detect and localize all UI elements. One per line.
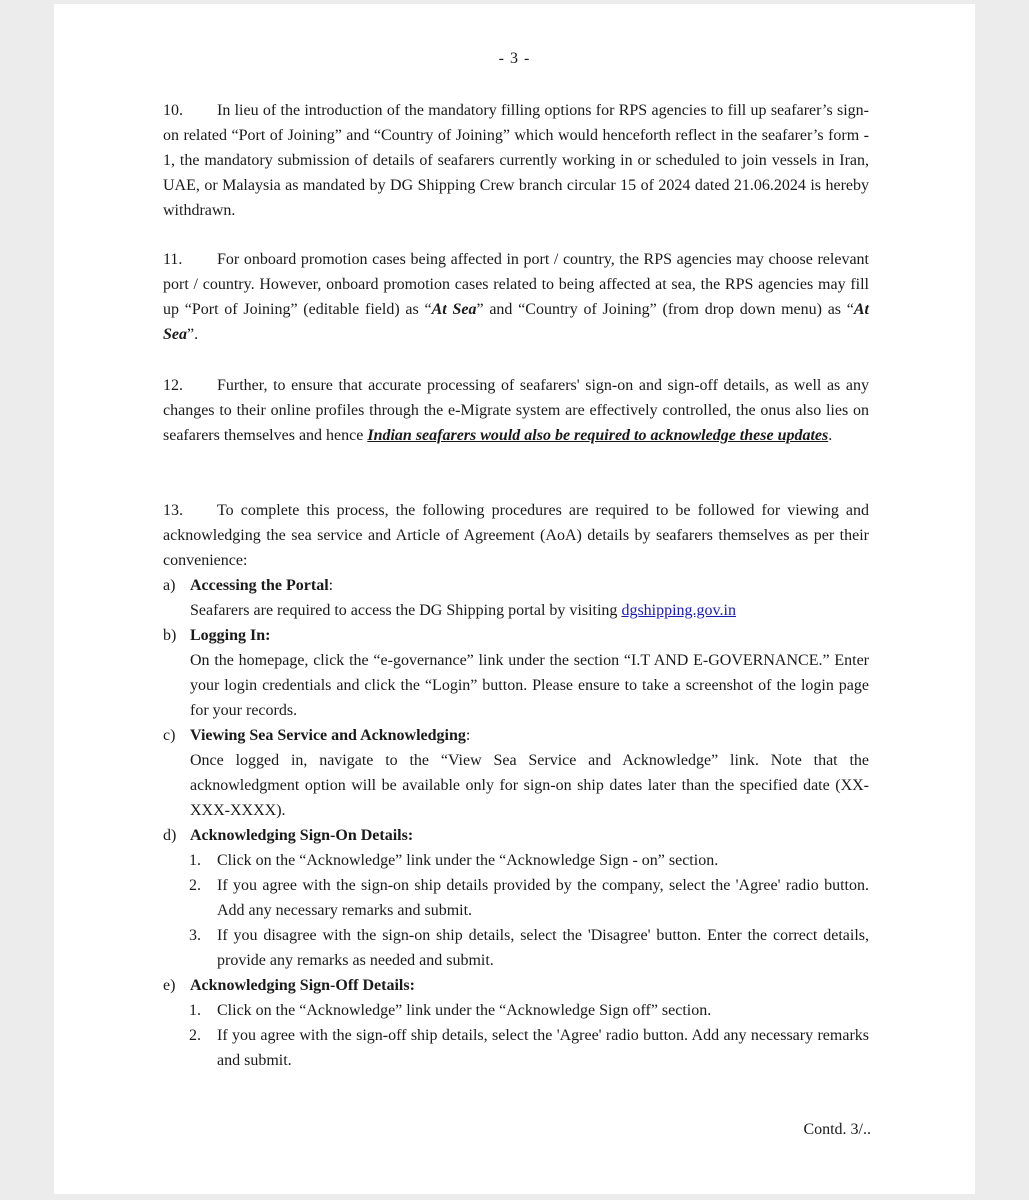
step-letter: b): [163, 627, 177, 644]
page-number: - 3 -: [498, 50, 531, 67]
paragraph-number: 10.: [163, 102, 183, 119]
paragraph-text: For onboard promotion cases being affected in port / country, the RPS agencies may choose relevant port / country. However, onboard promotion cases related to being affected at sea, the RPS agencies may fill up “Port of Joining” (editable field) as “: [163, 251, 869, 318]
step-title: Logging In:: [190, 627, 271, 644]
step-title: Acknowledging Sign-Off Details:: [190, 977, 415, 994]
step-letter: c): [163, 727, 176, 744]
document-page: [54, 4, 975, 1194]
paragraph-text: To complete this process, the following procedures are required to be followed for viewing and acknowledging the sea service and Article of Agreement (AoA) details by seafarers themselves as per their convenience:: [163, 502, 869, 569]
step-logging-in: [163, 623, 869, 723]
step-letter: a): [163, 577, 176, 594]
step-accessing-portal: a) Accessing the Portal: Seafarers are required to access the DG Shipping portal by visiting dgshipping.gov.in: [163, 573, 869, 623]
list-item: [163, 1023, 869, 1073]
continuation-note: Contd. 3/..: [803, 1121, 871, 1138]
paragraph-number: 13.: [163, 502, 183, 519]
step-title: Viewing Sea Service and Acknowledging: [190, 727, 466, 744]
step-viewing-sea-service: c) Viewing Sea Service and Acknowledging: Once logged in, navigate to the “View Sea Service and Acknowledge” link. Note that the acknowledgment option will be available only for sign-on ship dates later than the specified date (XX-XXX-XXXX).: [163, 723, 869, 823]
paragraph-number: 12.: [163, 377, 183, 394]
step-body: Seafarers are required to access the DG Shipping portal by visiting: [190, 602, 622, 619]
list-item-number: 2.: [189, 877, 201, 894]
paragraph-number: 11.: [163, 251, 183, 268]
paragraph-text: Further, to ensure that accurate processing of seafarers' sign-on and sign-off details, as well as any changes to their online profiles through the e-Migrate system are effectively controlled, the onus also lies on seafarers themselves and hence: [163, 377, 869, 444]
list-item-text: Click on the “Acknowledge” link under the “Acknowledge Sign - on” section.: [217, 852, 719, 869]
list-item-number: 2.: [189, 1027, 201, 1044]
list-item-number: 1.: [189, 1002, 201, 1019]
step-title: Acknowledging Sign-On Details:: [190, 827, 414, 844]
list-item-text: If you agree with the sign-on ship details provided by the company, select the 'Agree' radio button. Add any necessary remarks and submit.: [217, 877, 869, 919]
paragraph-text: ”.: [187, 326, 199, 343]
step-body: Once logged in, navigate to the “View Sea Service and Acknowledge” link. Note that the acknowledgment option will be available only for sign-on ship dates later than the specified date (XX-XXX-XXXX).: [190, 752, 869, 819]
paragraph-text: In lieu of the introduction of the mandatory filling options for RPS agencies to fill up seafarer’s sign-on related “Port of Joining” and “Country of Joining” which would henceforth reflect in the seafarer’s form - 1, the mandatory submission of details of seafarers currently working in or scheduled to join vessels in Iran, UAE, or Malaysia as mandated by DG Shipping Crew branch circular 15 of 2024 dated 21.06.2024 is hereby withdrawn.: [163, 102, 869, 219]
list-item: [163, 998, 869, 1023]
at-sea-emphasis: At Sea: [431, 301, 477, 318]
step-letter: e): [163, 977, 176, 994]
step-body: On the homepage, click the “e-governance” link under the section “I.T AND E-GOVERNANCE.” Enter your login credentials and click the “Login” button. Please ensure to take a screenshot of the login page for your records.: [190, 652, 869, 719]
list-item: [163, 873, 869, 923]
step-letter: d): [163, 827, 177, 844]
list-item-text: If you agree with the sign-off ship details, select the 'Agree' radio button. Add any necessary remarks and submit.: [217, 1027, 869, 1069]
dgshipping-link[interactable]: dgshipping.gov.in: [621, 602, 736, 619]
list-item-text: If you disagree with the sign-on ship details, select the 'Disagree' button. Enter the correct details, provide any remarks as needed and submit.: [217, 927, 869, 969]
list-item: [163, 923, 869, 973]
paragraph-text: ” and “Country of Joining” (from drop down menu) as “: [476, 301, 854, 318]
step-acknowledging-sign-off: [163, 973, 869, 998]
list-item: [163, 848, 869, 873]
list-item-text: Click on the “Acknowledge” link under the “Acknowledge Sign off” section.: [217, 1002, 712, 1019]
paragraph-11: [163, 247, 869, 347]
list-item-number: 1.: [189, 852, 201, 869]
paragraph-12: 12. Further, to ensure that accurate processing of seafarers' sign-on and sign-off details, as well as any changes to their online profiles through the e-Migrate system are effectively controlled, the onus also lies on seafarers themselves and hence Indian seafarers would also be required to acknowledge these updates.: [163, 373, 869, 448]
acknowledge-requirement-emphasis: Indian seafarers would also be required to acknowledge these updates: [367, 427, 829, 444]
step-title: Accessing the Portal: [190, 577, 329, 594]
paragraph-10: [163, 98, 869, 223]
paragraph-13: [163, 498, 869, 1073]
step-acknowledging-sign-on: [163, 823, 869, 848]
list-item-number: 3.: [189, 927, 201, 944]
at-sea-emphasis: At Sea: [163, 301, 869, 343]
